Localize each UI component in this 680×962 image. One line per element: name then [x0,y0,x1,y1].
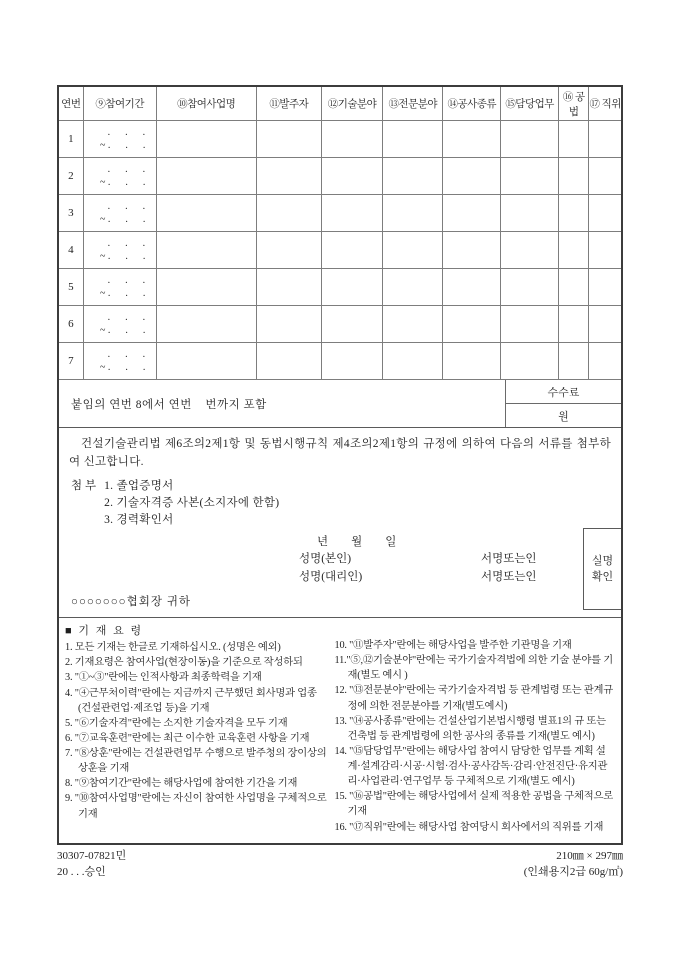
instructions-right-column [335,623,616,835]
instructions-left-column [65,623,335,835]
fee-box [505,380,621,427]
date-line: 년 월 일 [317,536,397,549]
fee-label: 수수료 [506,380,621,404]
instruction-item: 1. 모든 기재는 한글로 기재하십시오. (성명은 예외) [65,642,281,654]
empty-cell [383,158,443,195]
fee-unit: 원 [558,410,569,423]
attachments-block [71,478,613,530]
column-header-work-type: ⑭공사종류 [443,87,501,121]
empty-cell [559,343,589,380]
empty-cell [589,158,621,195]
empty-cell [589,195,621,232]
period-from-placeholder: . . . [100,127,146,138]
signature-row-self [299,551,613,569]
participation-period-cell [83,121,156,158]
empty-cell [383,232,443,269]
instruction-item: 11."⑤,⑫기술분야"란에는 국가기술자격법에 의한 기술 분야를 기재(별도 예시 ) [334,655,614,682]
period-to-placeholder: ~ . . . [99,325,146,336]
identity-verification-label: 실명 [591,554,614,567]
empty-cell [443,306,501,343]
period-from-placeholder: . . . [100,275,146,286]
recipient-line: ○○○○○○○협회장 귀하 [71,596,192,608]
empty-cell [256,269,321,306]
empty-cell [589,232,621,269]
row-number-cell: 1 [59,121,83,158]
empty-cell [559,269,589,306]
empty-cell [383,269,443,306]
column-header-duty: ⑮담당업무 [501,87,559,121]
empty-cell [501,306,559,343]
empty-cell [156,269,256,306]
empty-cell [256,306,321,343]
empty-cell [383,121,443,158]
participation-period-cell [83,343,156,380]
empty-cell [321,269,382,306]
empty-cell [256,232,321,269]
empty-cell [321,232,382,269]
empty-cell [383,195,443,232]
period-to-placeholder: ~ . . . [99,362,146,373]
signature-name-self-label: 성명(본인) [299,553,352,566]
page-footer [57,849,623,881]
period-from-placeholder: . . . [100,312,146,323]
row-number-cell: 7 [59,343,83,380]
period-from-placeholder: . . . [100,238,146,249]
empty-cell [501,158,559,195]
empty-cell [321,158,382,195]
period-to-placeholder: ~ . . . [99,251,146,262]
period-to-placeholder: ~ . . . [99,177,146,188]
empty-cell [156,195,256,232]
period-from-placeholder: . . . [100,349,146,360]
table-row [59,269,621,306]
empty-cell [156,306,256,343]
row-number-cell: 4 [59,232,83,269]
empty-cell [321,195,382,232]
signature-row-proxy [299,569,613,587]
identity-verification-label: 확인 [591,571,614,583]
participation-period-cell [83,306,156,343]
instruction-item: 5. "⑥기술자격"란에는 소지한 기술자격을 모두 기재 [65,717,288,729]
column-header-tech-field: ⑫기술분야 [321,87,382,121]
instruction-item: 10. "⑪발주자"란에는 해당사업을 발주한 기관명을 기재 [334,640,572,651]
empty-cell [559,121,589,158]
empty-cell [443,343,501,380]
empty-cell [589,121,621,158]
column-header-position: ⑰ 직위 [589,87,621,121]
empty-cell [156,343,256,380]
form-number: 30307-07821민 [57,850,127,862]
empty-cell [156,158,256,195]
empty-cell [501,343,559,380]
empty-cell [156,232,256,269]
column-header-period: ⑨참여기간 [83,87,156,121]
row-number-cell: 2 [59,158,83,195]
table-row [59,158,621,195]
instruction-item: 8. "⑨참여기간"란에는 해당사업에 참여한 기간을 기재 [65,778,298,790]
empty-cell [443,121,501,158]
empty-cell [589,269,621,306]
participation-period-cell [83,269,156,306]
instruction-item: 16. "⑰직위"란에는 해당사업 참여당시 회사에서의 직위를 기재 [334,821,604,833]
attachment-note: 붙임의 연번 8에서 연번 번까지 포함 [71,398,267,411]
attachment-note-row [59,380,621,428]
instruction-item: 13. "⑭공사종류"란에는 건설산업기본법시행령 별표1의 규 또는 건축법 등 관계법령에 의한 공사의 종류를 기재(별도 예시) [334,715,606,742]
table-row [59,232,621,269]
row-number-cell: 5 [59,269,83,306]
instruction-item: 14. "⑮담당업무"란에는 해당사업 참여시 담당한 업무를 계획 설계·설계감리·시공·시험·검사·공사감독·감리·안전진단·유지관리·사업관리·연구업무 등 구체적으로 기재(별도 예시) [334,745,608,788]
empty-cell [256,343,321,380]
empty-cell [256,121,321,158]
table-row [59,195,621,232]
instructions-section [59,618,621,843]
row-number-cell: 3 [59,195,83,232]
empty-cell [321,121,382,158]
instruction-item: 2. 기재요령은 참여사업(현장이동)을 기준으로 작성하되 [65,657,303,669]
instruction-item: 9. "⑩참여사업명"란에는 자신이 참여한 사업명을 구체적으로 기재 [65,793,327,820]
participation-period-cell [83,195,156,232]
empty-cell [443,232,501,269]
table-header-row [59,87,621,121]
column-header-specialty: ⑬전문분야 [383,87,443,121]
instruction-item: 4. "④근무처이력"란에는 지금까지 근무했던 회사명과 업종 (건설관련업·제조업 등)을 기재 [65,687,317,714]
empty-cell [321,306,382,343]
instruction-item: 12. "⑬전문분야"란에는 국가기술자격법 등 관계법령 또는 관계규정에 의한 전문분야를 기재(별도예시) [334,685,614,712]
empty-cell [559,158,589,195]
empty-cell [156,121,256,158]
signature-name-proxy-label: 성명(대리인) [299,571,363,584]
column-header-project: ⑩참여사업명 [156,87,256,121]
participation-period-cell [83,232,156,269]
attachments-label: 첨 부 [71,479,97,492]
empty-cell [256,158,321,195]
empty-cell [501,195,559,232]
instructions-title: ■ 기 재 요 령 [65,625,144,637]
instruction-item: 6. "⑦교육훈련"란에는 최근 이수한 교육훈련 사항을 기재 [65,732,310,744]
empty-cell [501,232,559,269]
form-outline-box [57,85,623,845]
table-row [59,121,621,158]
table-row [59,306,621,343]
attachment-item: 1. 졸업증명서 [104,479,174,492]
empty-cell [559,195,589,232]
declaration-section [59,428,621,618]
attachment-item: 2. 기술자격증 사본(소지자에 한함) [104,496,280,509]
empty-cell [383,306,443,343]
empty-cell [383,343,443,380]
instruction-item: 3. "①~③"란에는 인적사항과 최종학력을 기재 [65,672,262,684]
empty-cell [559,232,589,269]
instruction-item: 15. "⑯공법"란에는 해당사업에서 실제 적용한 공법을 구체적으로 기재 [334,791,614,818]
period-to-placeholder: ~ . . . [99,288,146,299]
period-to-placeholder: ~ . . . [99,140,146,151]
instruction-item: 7. "⑧상훈"란에는 건설관련업무 수행으로 발주청의 장이상의 상훈을 기재 [65,748,327,775]
sign-or-seal-label: 서명또는인 [481,571,537,584]
career-history-table [59,87,621,380]
column-header-method: ⑯ 공법 [559,87,589,121]
approval-line: 20 . . .승인 [57,865,106,878]
row-number-cell: 6 [59,306,83,343]
empty-cell [559,306,589,343]
declaration-text: 건설기술관리법 제6조의2제1항 및 동법시행규칙 제4조의2제1항의 규정에 의하여 다음의 서류를 첨부하여 신고합니다. [69,438,611,468]
empty-cell [321,343,382,380]
column-header-client: ⑪발주자 [256,87,321,121]
sign-or-seal-label: 서명또는인 [481,553,537,566]
identity-verification-box [583,528,621,610]
empty-cell [501,269,559,306]
attachment-item: 3. 경력확인서 [104,514,174,527]
empty-cell [256,195,321,232]
empty-cell [501,121,559,158]
period-from-placeholder: . . . [100,164,146,175]
empty-cell [443,195,501,232]
participation-period-cell [83,158,156,195]
period-to-placeholder: ~ . . . [99,214,146,225]
period-from-placeholder: . . . [100,201,146,212]
empty-cell [443,158,501,195]
empty-cell [589,306,621,343]
paper-size: 210㎜ × 297㎜ [556,850,623,862]
signature-block [299,551,613,587]
empty-cell [443,269,501,306]
table-row [59,343,621,380]
column-header-seq: 연번 [59,87,83,121]
paper-spec: (인쇄용지2급 60g/㎡) [523,865,623,878]
empty-cell [589,343,621,380]
